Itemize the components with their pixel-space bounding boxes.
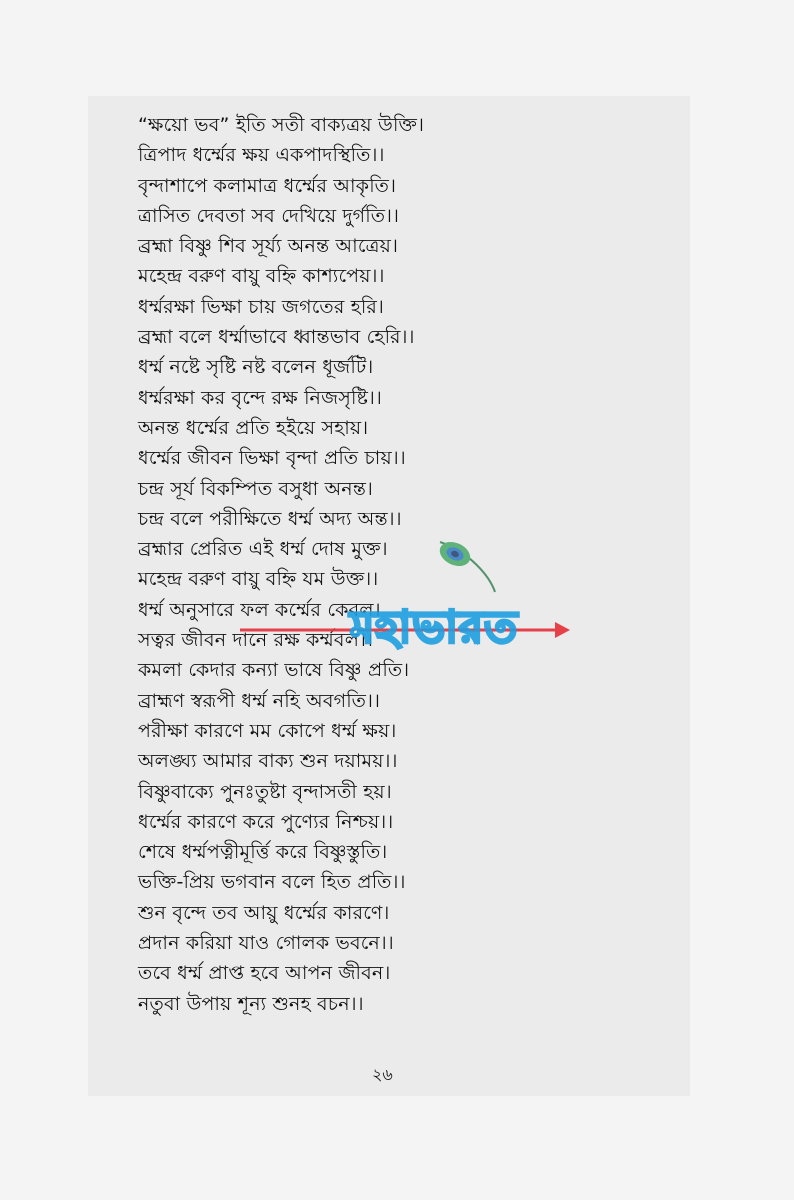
poem-line: ধর্ম্ম নষ্টে সৃষ্টি নষ্ট বলেন ধূর্জটি। (138, 356, 374, 379)
poem-line: ধর্ম্মরক্ষা কর বৃন্দে রক্ষ নিজসৃষ্টি।। (138, 386, 383, 409)
poem-line: অনন্ত ধর্ম্মের প্রতি হইয়ে সহায়। (138, 416, 369, 439)
poem-line: শেষে ধর্ম্মপত্নীমূর্ত্তি করে বিষ্ণুস্তুতি। (138, 841, 388, 864)
poem-line: সত্বর জীবন দানে রক্ষ কর্ম্মবল।। (138, 629, 374, 652)
poem-line: ধর্ম্মরক্ষা ভিক্ষা চায় জগতের হরি। (138, 295, 384, 318)
poem-line: ত্রিপাদ ধর্ম্মের ক্ষয় একপাদস্থিতি।। (138, 144, 385, 167)
peacock-feather-icon (436, 537, 495, 592)
page-number: ২৬ (372, 1065, 393, 1084)
poem-line: ব্রহ্মা বিষ্ণু শিব সূর্য্য অনন্ত আত্রেয়। (138, 235, 399, 258)
poem-line: মহেন্দ্র বরুণ বায়ু বহ্নি যম উক্ত।। (138, 568, 379, 591)
poem-line: ভক্তি-প্রিয় ভগবান বলে হিত প্রতি।। (138, 871, 406, 894)
watermark-text: মহাভারত (350, 602, 519, 653)
poem-line: ধর্ম্মের কারণে করে পুণ্যের নিশ্চয়।। (138, 810, 394, 833)
poem-line: চন্দ্র বলে পরীক্ষিতে ধর্ম্ম অদ্য অন্ত।। (138, 507, 402, 530)
poem-line: চন্দ্র সূর্য বিকম্পিত বসুধা অনন্ত। (138, 477, 374, 500)
poem-line: মহেন্দ্র বরুণ বায়ু বহ্নি কাশ্যপেয়।। (138, 265, 385, 288)
poem-line: বিষ্ণুবাক্যে পুনঃতুষ্টা বৃন্দাসতী হয়। (138, 780, 392, 803)
poem-line: ত্রাসিত দেবতা সব দেখিয়ে দুর্গতি।। (138, 204, 400, 227)
poem-line: অলঙ্ঘ্য আমার বাক্য শুন দয়াময়।। (138, 750, 398, 773)
poem-line: বৃন্দাশাপে কলামাত্র ধর্ম্মের আকৃতি। (138, 174, 397, 197)
poem-line: প্রদান করিয়া যাও গোলক ভবনে।। (138, 932, 394, 955)
poem-line: শুন বৃন্দে তব আয়ু ধর্ম্মের কারণে। (138, 901, 390, 924)
poem-line: ধর্ম্মের জীবন ভিক্ষা বৃন্দা প্রতি চায়।। (138, 447, 406, 470)
poem-line: কমলা কেদার কন্যা ভাষে বিষ্ণু প্রতি। (138, 659, 410, 682)
poem-line: ব্রাহ্মণ স্বরূপী ধর্ম্ম নহি অবগতি।। (138, 689, 381, 712)
poem-line: তবে ধর্ম্ম প্রাপ্ত হবে আপন জীবন। (138, 962, 391, 985)
poem-line: ধর্ম্ম অনুসারে ফল কর্ম্মের কেবল। (138, 598, 381, 621)
poem-line: ব্রহ্মার প্রেরিত এই ধর্ম্ম দোষ মুক্ত। (138, 538, 388, 561)
poem-line: নতুবা উপায় শূন্য শুনহ বচন।। (138, 992, 364, 1015)
poem-line: ব্রহ্মা বলে ধর্ম্মাভাবে ধ্বান্তভাব হেরি।। (138, 326, 415, 349)
poem-line: পরীক্ষা কারণে মম কোপে ধর্ম্ম ক্ষয়। (138, 719, 397, 742)
poem-line: “ক্ষয়ো ভব” ইতি সতী বাক্যত্রয় উক্তি। (138, 114, 425, 136)
